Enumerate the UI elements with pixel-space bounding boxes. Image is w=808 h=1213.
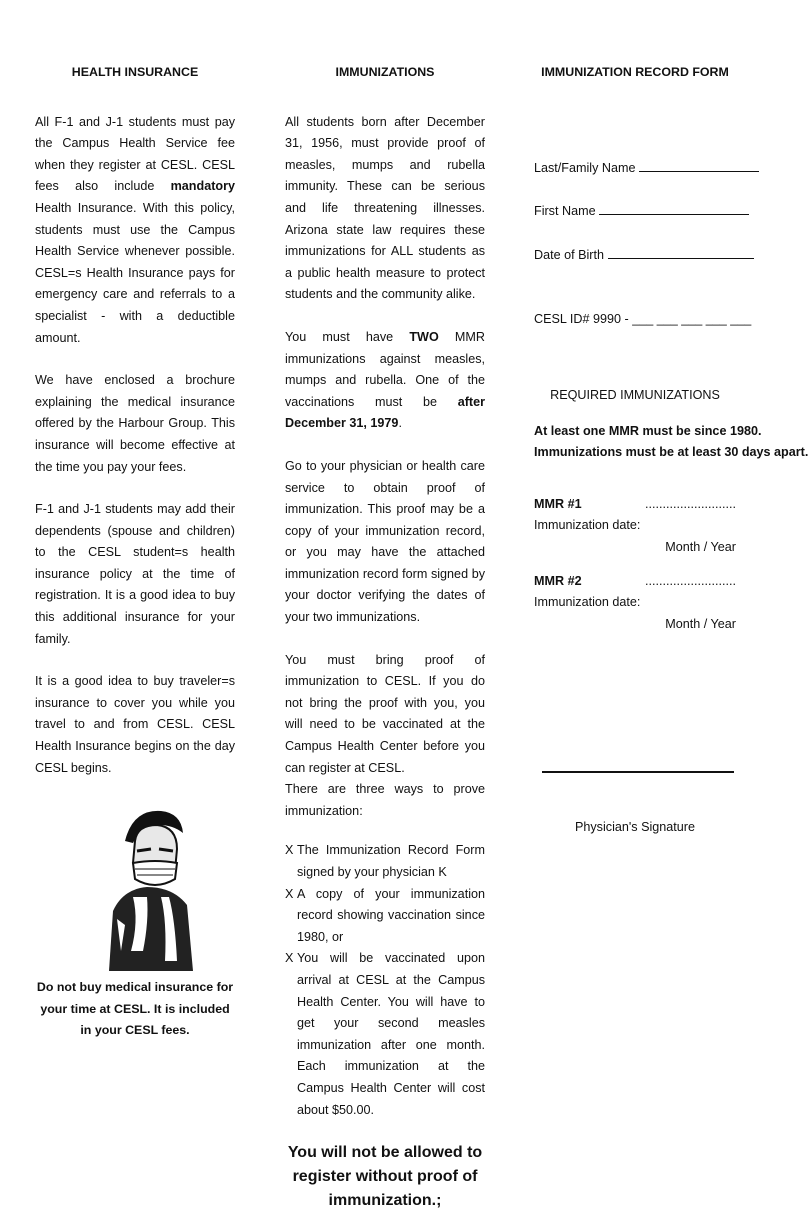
last-name-field[interactable]: Last/Family Name — [534, 158, 736, 180]
mmr1-date-hint: Month / Year — [665, 539, 736, 554]
health-insurance-paragraph-2: We have enclosed a brochure explaining the medical insurance offered by the Harbour Group. This insurance will become effective at the time you pay your fees. — [35, 373, 235, 474]
health-insurance-heading: HEALTH INSURANCE — [71, 65, 199, 79]
mmr1-field[interactable]: MMR #1 Immunization date: .......................... — [534, 494, 736, 537]
date-of-birth-field[interactable]: Date of Birth — [534, 245, 736, 267]
bullet-mark: X — [285, 843, 294, 858]
health-insurance-column — [35, 62, 235, 1042]
bullet-mark: X — [285, 951, 294, 966]
requirement-line-2: Immunizations must be at least 30 days apart. — [534, 445, 808, 460]
immunizations-paragraph-1: All students born after December 31, 1956, must provide proof of measles, mumps and rubella immunity. These can be serious and life threatening illnesses. Arizona state law requires these immunizations for ALL students as a public health measure to protect students and the community alike. — [285, 114, 485, 302]
cesl-id-blanks[interactable]: ___ ___ ___ ___ ___ — [632, 312, 752, 327]
bullet-mark: X — [285, 886, 294, 901]
mmr1-date-blank[interactable]: .......................... — [645, 496, 736, 511]
health-insurance-paragraph-1: All F-1 and J-1 students must pay the Campus Health Service fee when they register at CESL. CESL fees also include mandatory Health Insurance. With this policy, students must use the Campus Health Service whenever possible. CESL=s Health Insurance pays for emergency care and referrals to a specialist - with a deductible amount. — [35, 114, 235, 345]
insurance-notice: Do not buy medical insurance for your time at CESL. It is included in your CESL fees. — [36, 980, 234, 1038]
immunizations-paragraph-2: You must have TWO MMR immunizations against measles, mumps and rubella. One of the vaccinations must be after December 31, 1979. — [285, 329, 485, 431]
immunizations-paragraph-4b: There are three ways to prove immunization: — [285, 782, 485, 818]
required-immunizations-heading: REQUIRED IMMUNIZATIONS — [550, 387, 720, 402]
immunizations-heading: IMMUNIZATIONS — [335, 65, 435, 79]
immunizations-paragraph-3: Go to your physician or health care service to obtain proof of immunization. This proof may be a copy of your immunization record, or you may have the attached immunization record form signed by your doctor verifying the dates of your two immunizations. — [285, 458, 485, 625]
mmr2-date-hint: Month / Year — [665, 616, 736, 631]
immunizations-column — [285, 62, 485, 1213]
immunization-record-form — [534, 62, 808, 839]
health-insurance-paragraph-4: It is a good idea to buy traveler=s insurance to cover you while you travel to and from CESL. CESL Health Insurance begins on the day CESL begins. — [35, 674, 235, 775]
health-insurance-paragraph-3: F-1 and J-1 students may add their dependents (spouse and children) to the CESL student=s health insurance policy at the time of registration. It is a good idea to buy this additional insurance for your family. — [35, 502, 235, 646]
list-item: X You will be vaccinated upon arrival at CESL at the Campus Health Center. You will have to get your second measles immunization after one month. Each immunization at the Campus Health Center will cost about $50.00. — [285, 948, 485, 1121]
requirement-line-1: At least one MMR must be since 1980. — [534, 423, 762, 438]
record-form-heading: IMMUNIZATION RECORD FORM — [541, 65, 729, 79]
date-of-birth-blank[interactable] — [608, 245, 754, 259]
doctor-clipart-icon — [103, 801, 203, 971]
mmr2-field[interactable]: MMR #2 Immunization date: .......................... — [534, 571, 736, 614]
first-name-field[interactable]: First Name — [534, 201, 736, 223]
cesl-id-field[interactable]: CESL ID# 9990 - ___ ___ ___ ___ ___ — [534, 312, 752, 327]
last-name-blank[interactable] — [639, 158, 759, 172]
list-item: X The Immunization Record Form signed by your physician K — [285, 840, 485, 883]
registration-warning: You will not be allowed to register without proof of immunization.; — [287, 1144, 483, 1210]
masked-doctor-illustration — [103, 801, 203, 971]
mmr2-date-blank[interactable]: .......................... — [645, 573, 736, 588]
immunizations-paragraph-4: You must bring proof of immunization to CESL. If you do not bring the proof with you, you will need to be vaccinated at the Campus Health Center before you can register at CESL. — [285, 652, 485, 775]
physician-signature-label: Physician's Signature — [574, 820, 695, 835]
first-name-blank[interactable] — [599, 201, 749, 215]
list-item: X A copy of your immunization record showing vaccination since 1980, or — [285, 884, 485, 949]
proof-options-list — [285, 840, 485, 1121]
